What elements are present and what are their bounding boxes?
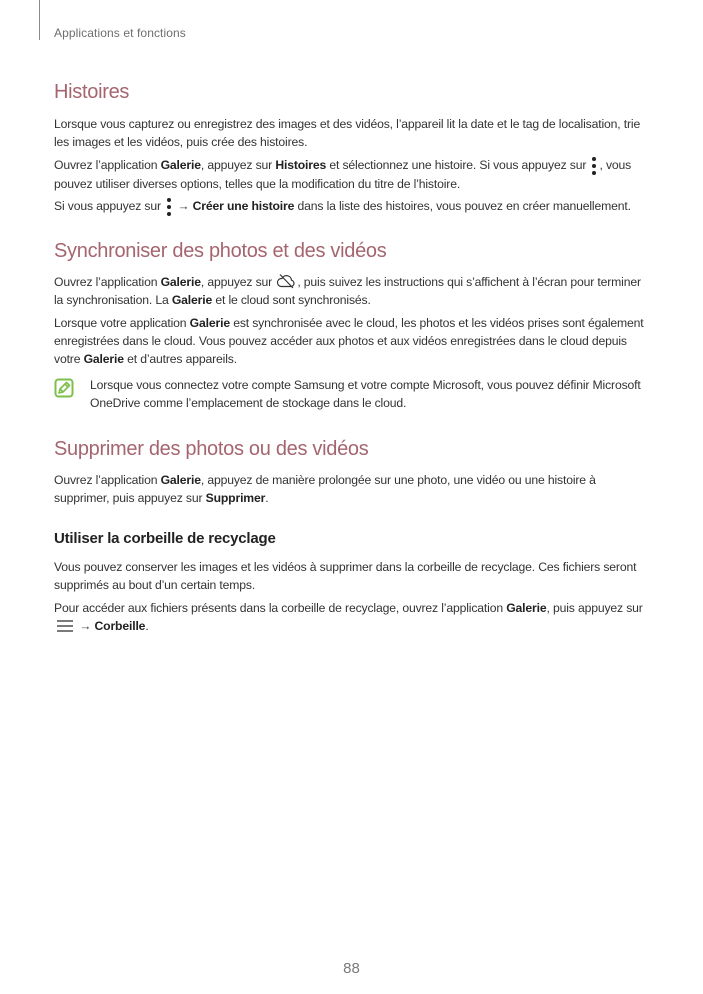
menu-icon <box>56 619 74 633</box>
synchroniser-paragraph-2 <box>54 314 652 368</box>
arrow: → <box>76 619 95 633</box>
menu-corbeille: Corbeille <box>94 619 146 633</box>
text: , appuyez sur <box>200 158 276 172</box>
note-pencil-icon <box>54 378 74 398</box>
text: Lorsque votre application <box>54 316 190 330</box>
text: , appuyez de manière prolongée sur une photo, une vidéo ou une histoire à supprimer, puis appuyez sur <box>54 473 596 505</box>
text: . <box>145 619 149 633</box>
arrow: → <box>174 199 193 213</box>
text: et le cloud sont synchronisés. <box>212 293 371 307</box>
text: Ouvrez l’application <box>54 473 161 487</box>
text: et sélectionnez une histoire. Si vous appuyez sur <box>326 158 590 172</box>
text: , vous pouvez utiliser diverses options, telles que la modification du titre de l’histoire. <box>54 158 632 191</box>
histoires-paragraph-1: Lorsque vous capturez ou enregistrez des images et des vidéos, l’appareil lit la date et le tag de localisation, trie les images et les vidéos, puis crée des histoires. <box>54 117 641 149</box>
subsection-title-corbeille: Utiliser la corbeille de recyclage <box>54 530 276 547</box>
corbeille-paragraph-2 <box>54 599 652 635</box>
app-name-galerie: Galerie <box>189 316 230 330</box>
menu-histoires: Histoires <box>275 158 327 172</box>
app-name-galerie: Galerie <box>160 473 201 487</box>
histoires-paragraph-3 <box>54 197 652 216</box>
text: Ouvrez l’application <box>54 158 161 172</box>
text: , puis appuyez sur <box>546 601 643 615</box>
text: , appuyez sur <box>200 275 276 289</box>
app-name-galerie: Galerie <box>160 158 201 172</box>
cloud-sync-off-icon <box>276 273 296 289</box>
menu-creer-une-histoire: Créer une histoire <box>192 199 295 213</box>
text: , puis suivez les instructions qui s’affichent à l’écran pour terminer la synchronisation. La <box>54 275 641 307</box>
app-name-galerie: Galerie <box>83 352 124 366</box>
app-name-galerie: Galerie <box>171 293 213 307</box>
note-text: Lorsque vous connectez votre compte Samsung et votre compte Microsoft, vous pouvez définir Microsoft OneDrive comme l’emplacement de stockage dans le cloud. <box>90 378 641 410</box>
supprimer-paragraph-1 <box>54 471 652 507</box>
text: Ouvrez l’application <box>54 275 161 289</box>
synchroniser-paragraph-1 <box>54 273 652 309</box>
app-name-galerie: Galerie <box>506 601 547 615</box>
header-rule <box>39 0 40 40</box>
section-title-histoires: Histoires <box>54 81 130 103</box>
more-options-icon <box>166 198 172 216</box>
text: est synchronisée avec le cloud, les photos et les vidéos prises sont également enregistrées dans le cloud. Vous pouvez accéder aux photos et aux vidéos enregistrées dans le cloud depuis votre <box>54 316 644 366</box>
section-title-synchroniser: Synchroniser des photos et des vidéos <box>54 240 387 262</box>
text: . <box>265 491 269 505</box>
text: et d’autres appareils. <box>123 352 237 366</box>
text: Si vous appuyez sur <box>54 199 165 213</box>
app-name-galerie: Galerie <box>160 275 201 289</box>
running-head: Applications et fonctions <box>54 26 186 40</box>
menu-supprimer: Supprimer <box>205 491 266 505</box>
histoires-paragraph-2 <box>54 156 652 193</box>
corbeille-paragraph-1: Vous pouvez conserver les images et les vidéos à supprimer dans la corbeille de recyclage. Ces fichiers seront supprimés au bout d’un certain temps. <box>54 560 637 592</box>
page-number: 88 <box>343 960 360 977</box>
text: Pour accéder aux fichiers présents dans la corbeille de recyclage, ouvrez l’application <box>54 601 507 615</box>
section-title-supprimer: Supprimer des photos ou des vidéos <box>54 438 369 460</box>
text: dans la liste des histoires, vous pouvez en créer manuellement. <box>294 199 631 213</box>
more-options-icon <box>591 157 597 175</box>
